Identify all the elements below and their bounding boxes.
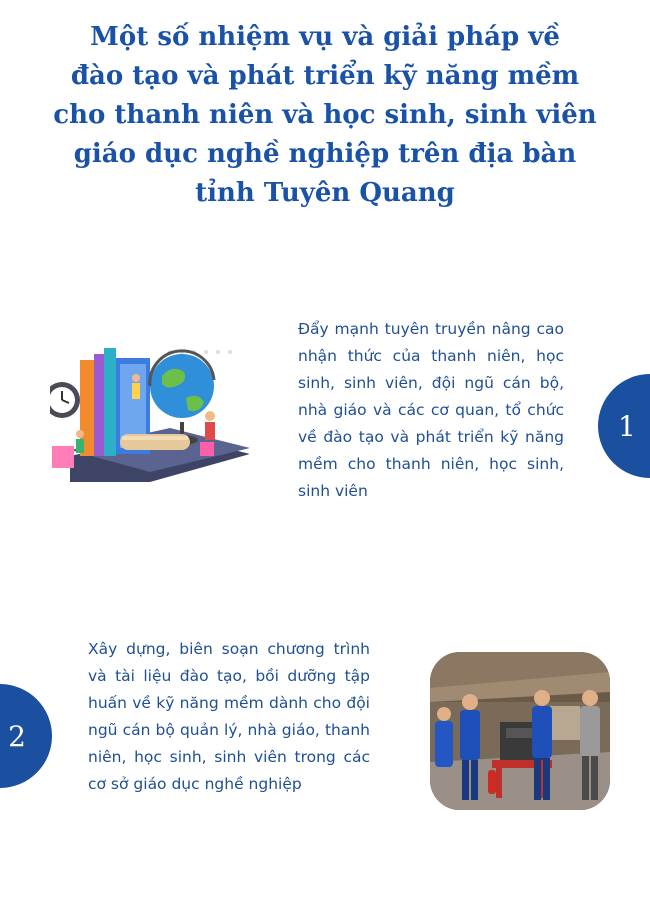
- item-2-number-badge: [0, 684, 52, 788]
- workshop-photo: [430, 652, 610, 810]
- item-1-number-badge: [598, 374, 650, 478]
- title-line-2: đào tạo và phát triển kỹ năng mềm: [70, 61, 580, 91]
- item-1-number: 1: [618, 409, 636, 443]
- education-illustration: [50, 338, 250, 482]
- page-title: [20, 18, 630, 213]
- title-line-1: Một số nhiệm vụ và giải pháp về: [90, 22, 560, 52]
- title-line-5: tỉnh Tuyên Quang: [195, 178, 455, 208]
- workshop-photo-icon: [430, 652, 610, 810]
- books-globe-icon: [50, 338, 250, 482]
- title-line-3: cho thanh niên và học sinh, sinh viên: [53, 100, 597, 130]
- title-line-4: giáo dục nghề nghiệp trên địa bàn: [73, 139, 577, 169]
- item-2-text: Xây dựng, biên soạn chương trình và tài liệu đào tạo, bồi dưỡng tập huấn về kỹ năng mềm dành cho đội ngũ cán bộ quản lý, nhà giáo, thanh niên, học sinh, sinh viên trong các cơ sở giáo dục nghề nghiệp: [88, 640, 370, 793]
- item-1-text: Đẩy mạnh tuyên truyền nâng cao nhận thức của thanh niên, học sinh, sinh viên, đội ngũ cán bộ, nhà giáo và các cơ quan, tổ chức về đào tạo và phát triển kỹ năng mềm cho thanh niên, học sinh, sinh viên: [298, 320, 564, 500]
- item-2-number: 2: [8, 719, 26, 753]
